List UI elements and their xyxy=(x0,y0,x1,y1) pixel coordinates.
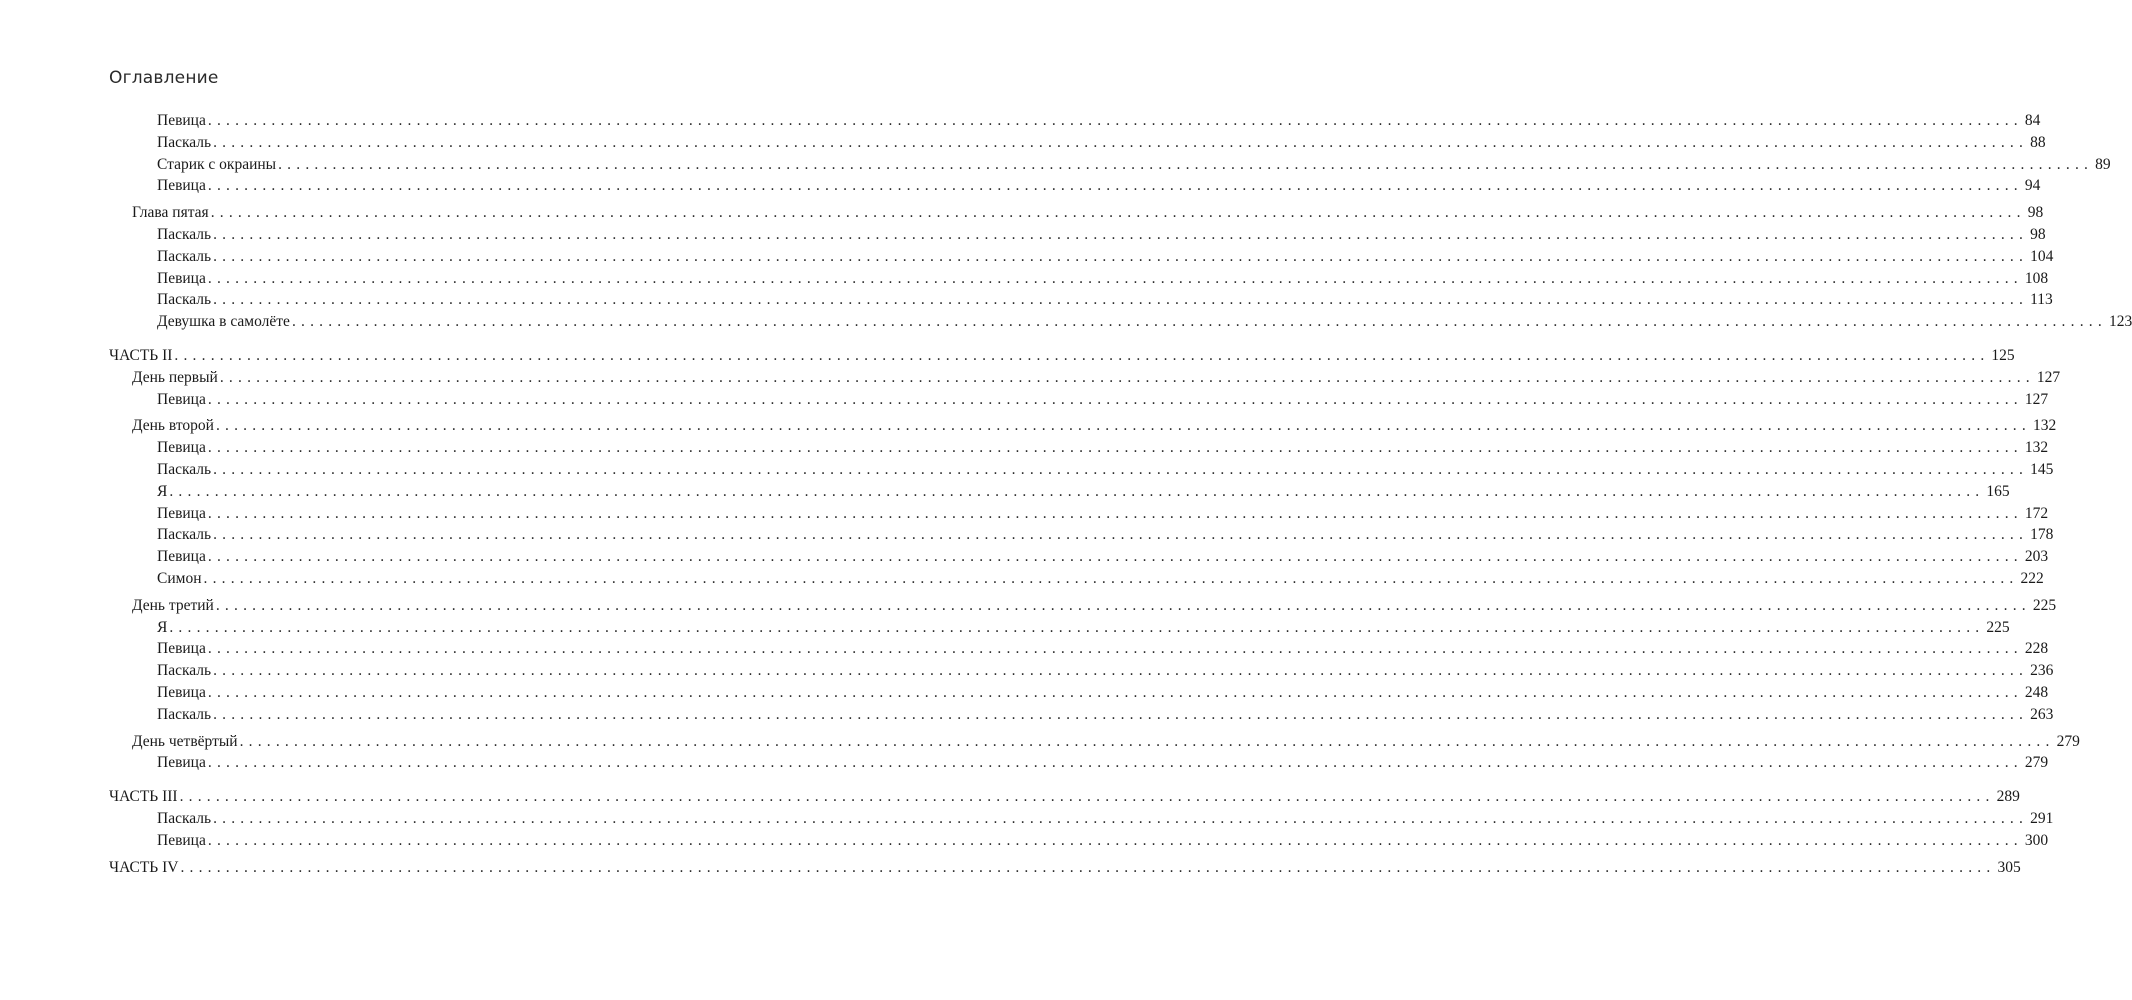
toc-entry-title: Паскаль xyxy=(157,291,212,309)
toc-dot-leader: ........................................................................................................................................................................................................ xyxy=(207,439,2023,457)
toc-dot-leader: ........................................................................................................................................................................................................ xyxy=(207,112,2023,129)
toc-entry-title: Певица xyxy=(157,504,206,522)
toc-dot-leader: ........................................................................................................................................................................................................ xyxy=(207,754,2023,772)
toc-entry xyxy=(109,437,2049,459)
toc-dot-leader: ........................................................................................................................................................................................................ xyxy=(210,204,2026,222)
toc-entry-title: Я xyxy=(157,482,168,500)
toc-page-number: 203 xyxy=(2024,548,2049,566)
toc-dot-leader: ........................................................................................................................................................................................................ xyxy=(207,269,2023,287)
toc-entry xyxy=(109,808,2054,830)
toc-page-number: 98 xyxy=(2030,225,2046,243)
toc-entry xyxy=(109,595,2057,617)
toc-page-number: 236 xyxy=(2030,662,2054,680)
toc-entry xyxy=(109,289,2053,311)
toc-entry-title: Певица xyxy=(157,683,206,701)
toc-page-number: 98 xyxy=(2027,204,2044,222)
toc-entry-title: Я xyxy=(157,618,168,636)
toc-entry-title: Старик с окраины xyxy=(157,155,277,173)
toc-dot-leader: ........................................................................................................................................................................................................ xyxy=(207,548,2023,566)
toc-entry-title: Певица xyxy=(157,548,206,566)
toc-dot-leader: ........................................................................................................................................................................................................ xyxy=(203,569,2019,587)
toc-entry-title: День второй xyxy=(132,417,214,435)
toc-page-number: 84 xyxy=(2024,112,2041,129)
toc-entry xyxy=(109,524,2054,546)
toc-entry xyxy=(109,175,2041,197)
toc-entry xyxy=(109,345,2015,367)
toc-entry xyxy=(109,546,2049,568)
toc-entry xyxy=(109,660,2054,682)
toc-entry-title: День четвёртый xyxy=(132,732,238,750)
toc-entry xyxy=(109,132,2046,154)
toc-page-number: 127 xyxy=(2024,390,2049,408)
toc-entry-title: День третий xyxy=(132,596,214,614)
toc-entry-title: Глава пятая xyxy=(132,204,209,222)
toc-page-number: 132 xyxy=(2024,439,2049,457)
toc-page-number: 127 xyxy=(2036,368,2061,386)
toc-page-number: 113 xyxy=(2030,291,2053,309)
toc-page-number: 289 xyxy=(1996,788,2020,806)
toc-entry-title: Паскаль xyxy=(157,460,212,478)
toc-page-number: 145 xyxy=(2030,460,2054,478)
toc-dot-leader: ........................................................................................................................................................................................................ xyxy=(213,291,2029,309)
toc-page-number: 300 xyxy=(2024,831,2049,849)
toc-page-number: 279 xyxy=(2024,754,2049,772)
toc-page-number: 89 xyxy=(2095,155,2111,173)
toc-page-number: 248 xyxy=(2024,683,2049,701)
toc-entry-title: Паскаль xyxy=(157,526,212,544)
page-title: Оглавление xyxy=(109,68,219,88)
toc-dot-leader: ........................................................................................................................................................................................................ xyxy=(213,705,2029,723)
toc-entry xyxy=(109,246,2054,268)
toc-dot-leader: ........................................................................................................................................................................................................ xyxy=(207,504,2023,522)
toc-page-number: 225 xyxy=(1986,618,2010,636)
toc-entry-title: Паскаль xyxy=(157,133,212,151)
toc-dot-leader: ........................................................................................................................................................................................................ xyxy=(215,596,2031,614)
toc-dot-leader: ........................................................................................................................................................................................................ xyxy=(291,313,2107,331)
toc-entry-title: ЧАСТЬ III xyxy=(109,788,178,806)
toc-entry xyxy=(109,830,2049,852)
toc-page-number: 263 xyxy=(2030,705,2054,723)
toc-page-number: 172 xyxy=(2024,504,2049,522)
toc-dot-leader: ........................................................................................................................................................................................................ xyxy=(213,526,2029,544)
toc-entry-title: Паскаль xyxy=(157,809,212,827)
toc-page-number: 222 xyxy=(2020,569,2044,587)
toc-page-number: 305 xyxy=(1997,858,2021,876)
toc-dot-leader: ........................................................................................................................................................................................................ xyxy=(179,788,1995,806)
toc-entry-title: Паскаль xyxy=(157,662,212,680)
toc-entry-title: Паскаль xyxy=(157,247,212,265)
toc-dot-leader: ........................................................................................................................................................................................................ xyxy=(213,809,2029,827)
toc-entry xyxy=(109,224,2046,246)
toc-entry-title: Паскаль xyxy=(157,225,212,243)
toc-dot-leader: ........................................................................................................................................................................................................ xyxy=(213,460,2029,478)
toc-entry xyxy=(109,154,2111,176)
toc-dot-leader: ........................................................................................................................................................................................................ xyxy=(213,133,2029,151)
toc-entry xyxy=(109,857,2021,879)
toc-entry xyxy=(109,459,2054,481)
toc-dot-leader: ........................................................................................................................................................................................................ xyxy=(213,662,2029,680)
toc-entry xyxy=(109,704,2054,726)
toc-page-number: 291 xyxy=(2030,809,2054,827)
toc-entry xyxy=(109,268,2049,290)
toc-entry xyxy=(109,481,2010,503)
toc-entry xyxy=(109,503,2049,525)
toc-entry xyxy=(109,202,2044,224)
toc-dot-leader: ........................................................................................................................................................................................................ xyxy=(180,858,1996,876)
toc-dot-leader: ........................................................................................................................................................................................................ xyxy=(207,683,2023,701)
toc-entry-title: ЧАСТЬ II xyxy=(109,346,173,364)
toc-entry-title: Симон xyxy=(157,569,202,587)
toc-entry-title: Певица xyxy=(157,269,206,287)
toc-dot-leader: ........................................................................................................................................................................................................ xyxy=(169,482,1985,500)
toc-entry-title: День первый xyxy=(132,368,218,386)
toc-entry xyxy=(109,367,2061,389)
toc-dot-leader: ........................................................................................................................................................................................................ xyxy=(213,247,2029,265)
toc-dot-leader: ........................................................................................................................................................................................................ xyxy=(278,155,2094,173)
toc-entry-title: ЧАСТЬ IV xyxy=(109,858,179,876)
toc-entry-title: Певица xyxy=(157,640,206,658)
toc-page-number: 178 xyxy=(2030,526,2054,544)
toc-page-number: 228 xyxy=(2024,640,2049,658)
toc-dot-leader: ........................................................................................................................................................................................................ xyxy=(207,640,2023,658)
toc-entry xyxy=(109,731,2080,753)
toc-page-number: 88 xyxy=(2030,133,2046,151)
toc-entry xyxy=(109,415,2057,437)
toc-entry-title: Девушка в самолёте xyxy=(157,313,290,331)
toc-page-number: 165 xyxy=(1986,482,2010,500)
toc-entry xyxy=(109,638,2049,660)
toc-page-number: 108 xyxy=(2024,269,2049,287)
toc-entry xyxy=(109,110,2041,132)
toc-entry xyxy=(109,617,2010,639)
toc-page-number: 132 xyxy=(2032,417,2057,435)
toc-dot-leader: ........................................................................................................................................................................................................ xyxy=(239,732,2055,750)
toc-entry-title: Паскаль xyxy=(157,705,212,723)
toc-entry xyxy=(109,752,2049,774)
toc-dot-leader: ........................................................................................................................................................................................................ xyxy=(207,831,2023,849)
toc-page-number: 94 xyxy=(2024,177,2041,195)
toc-dot-leader: ........................................................................................................................................................................................................ xyxy=(174,346,1990,364)
toc-entry xyxy=(109,311,2132,333)
toc-page-number: 125 xyxy=(1991,346,2015,364)
toc-entry xyxy=(109,682,2049,704)
table-of-contents xyxy=(109,110,2132,878)
toc-entry-title: Певица xyxy=(157,439,206,457)
toc-entry xyxy=(109,786,2020,808)
toc-entry-title: Певица xyxy=(157,831,206,849)
toc-dot-leader: ........................................................................................................................................................................................................ xyxy=(169,618,1985,636)
toc-entry xyxy=(109,389,2049,411)
toc-page-number: 104 xyxy=(2030,247,2054,265)
toc-dot-leader: ........................................................................................................................................................................................................ xyxy=(207,177,2023,195)
toc-dot-leader: ........................................................................................................................................................................................................ xyxy=(213,225,2029,243)
toc-entry-title: Певица xyxy=(157,754,206,772)
toc-entry-title: Певица xyxy=(157,112,206,129)
toc-page-number: 123 xyxy=(2108,313,2132,331)
toc-dot-leader: ........................................................................................................................................................................................................ xyxy=(215,417,2031,435)
toc-entry-title: Певица xyxy=(157,177,206,195)
toc-dot-leader: ........................................................................................................................................................................................................ xyxy=(207,390,2023,408)
toc-entry-title: Певица xyxy=(157,390,206,408)
toc-dot-leader: ........................................................................................................................................................................................................ xyxy=(219,368,2035,386)
toc-entry xyxy=(109,568,2044,590)
toc-page-number: 225 xyxy=(2032,596,2057,614)
toc-page-number: 279 xyxy=(2056,732,2080,750)
